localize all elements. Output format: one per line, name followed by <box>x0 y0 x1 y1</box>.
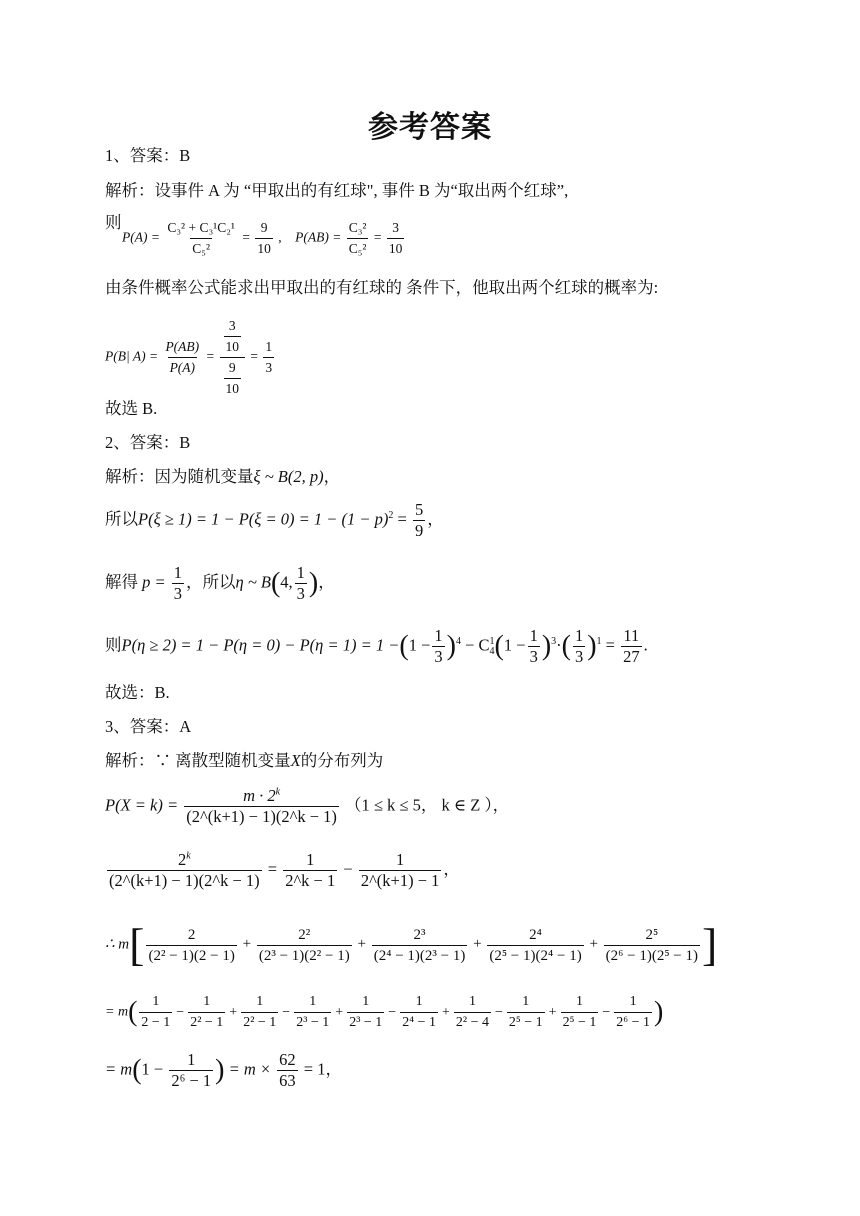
q3-final-den: 63 <box>279 1071 296 1090</box>
q2-solve-eta: η ~ B <box>235 572 271 592</box>
telescope-sign: − <box>282 1004 291 1020</box>
q3-dist-num-text: m · 2 <box>243 786 276 805</box>
q2-choose: 故选：B. <box>105 683 170 702</box>
pba-result <box>263 337 274 378</box>
sum-plus: + <box>353 936 370 953</box>
telescope-term <box>507 992 545 1033</box>
pba-inner-den-den: 10 <box>224 378 242 399</box>
q3-split-num <box>176 850 193 870</box>
q3-split-lhs <box>107 850 262 891</box>
telescope-sign: + <box>229 1004 238 1020</box>
q2-solve-four: 4, <box>280 572 293 592</box>
q3-telescope-terms <box>137 994 654 1030</box>
sum-term-den: (2⁵ − 1)(2⁴ − 1) <box>487 945 583 966</box>
telescope-sign: + <box>548 1004 557 1020</box>
telescope-term-num: 1 <box>152 994 160 1009</box>
q3-dist-den: (2^(k+1) − 1)(2^k − 1) <box>186 807 337 826</box>
q2-then-exp1: 1 <box>596 635 602 647</box>
sum-term <box>257 925 352 966</box>
telescope-sign: − <box>388 1004 397 1020</box>
sum-plus: + <box>469 936 486 953</box>
q3-sum-bracket-open: [ <box>129 919 145 970</box>
pa-separator: , <box>278 229 282 245</box>
pba-equals-2: = <box>250 348 259 364</box>
telescope-term <box>454 992 491 1033</box>
q3-split-b <box>359 850 442 891</box>
telescope-term-num: 1 <box>522 994 530 1009</box>
q3-analysis-text: 解析：∵ 离散型随机变量 <box>105 751 291 770</box>
pab-numerator: C₃² <box>348 220 367 235</box>
telescope-term-den: 2⁵ − 1 <box>507 1012 545 1033</box>
q3-split-a-den: 2^k − 1 <box>285 871 336 890</box>
q2-then-period: . <box>643 635 648 655</box>
q3-split-b-den: 2^(k+1) − 1 <box>360 871 440 890</box>
q2-then-result-num: 11 <box>623 626 640 645</box>
q2-solve-den: 3 <box>173 584 183 603</box>
sum-term <box>146 925 236 966</box>
q2-analysis <box>105 466 340 488</box>
q3-final-one: 1 − <box>141 1059 164 1079</box>
telescope-sign: + <box>335 1004 344 1020</box>
pba-complex-num <box>220 316 246 357</box>
q1-choose: 故选 B. <box>105 399 158 418</box>
q2-solve-suffix: ， <box>318 572 335 592</box>
q3-split-num-exp: k <box>186 850 191 862</box>
q3-final-result <box>277 1050 298 1091</box>
q3-split-a-num: 1 <box>306 850 315 869</box>
q2-analysis-prefix: 解析：因为随机变量 <box>105 467 254 486</box>
q3-dist-lhs: P(X = k) = <box>105 795 179 815</box>
q3-dist-num <box>241 786 282 806</box>
q3-final-prefix: = m <box>105 1059 133 1079</box>
telescope-term <box>347 992 384 1033</box>
q2-paren-close: ) <box>308 567 319 599</box>
pba-inner-den-num: 9 <box>228 360 236 375</box>
pa-value-num: 9 <box>260 220 268 235</box>
q2-then-eq: = <box>605 635 615 655</box>
q3-dist-line <box>105 786 509 827</box>
q2-so-den: 9 <box>414 521 424 540</box>
q3-final-eq: = 1， <box>303 1059 342 1079</box>
telescope-term-den: 2⁴ − 1 <box>400 1012 438 1033</box>
q3-telescope-paren-close: ) <box>654 996 664 1028</box>
pab-equals: = <box>373 229 382 245</box>
q2-then-f3-num: 1 <box>574 626 584 645</box>
q2-solve-p: p = <box>142 572 166 592</box>
telescope-term <box>188 992 225 1033</box>
pab-denominator: C₅² <box>347 238 369 259</box>
q3-final-num: 62 <box>279 1050 296 1069</box>
sum-term-num: 2⁴ <box>529 926 542 943</box>
sum-term <box>372 925 468 966</box>
q2-then-f2 <box>528 626 540 667</box>
q3-final-paren-close: ) <box>215 1054 225 1086</box>
telescope-term-den: 2⁶ − 1 <box>614 1012 652 1033</box>
pba-equals-1: = <box>206 348 215 364</box>
q2-then-c-sub: 4 <box>489 645 495 657</box>
q2-so-prefix: 所以 <box>105 509 138 529</box>
telescope-term-num: 1 <box>629 994 637 1009</box>
telescope-sign: − <box>602 1004 611 1020</box>
sum-term-num: 2³ <box>413 926 426 943</box>
q2-so-math: P(ξ ≥ 1) = 1 − P(ξ = 0) = 1 − (1 − p) <box>138 509 389 529</box>
sum-plus: + <box>585 936 602 953</box>
q2-then-c-sup: 1 <box>489 635 495 647</box>
q2-solve-prefix: 解得 <box>105 572 138 592</box>
q2-then-f1-den: 3 <box>434 647 443 666</box>
q1-pa-formula <box>122 218 406 259</box>
q2-solve-b-den: 3 <box>296 584 305 603</box>
pba-lhs: P(B| A) = <box>105 348 159 364</box>
sum-term <box>604 925 700 966</box>
q2-answer: 2、答案：B <box>105 433 191 452</box>
q3-final-fraction <box>169 1050 213 1091</box>
q1-conditional-text: 由条件概率公式能求出甲取出的有红球的 条件下，他取出两个红球的概率为: <box>105 278 659 297</box>
q2-then-f2-den: 3 <box>529 647 538 666</box>
pba-inner-num <box>224 316 242 357</box>
pa-value <box>255 218 273 259</box>
q3-dist-fraction <box>184 786 339 827</box>
telescope-sign: − <box>176 1004 185 1020</box>
telescope-term-num: 1 <box>362 994 370 1009</box>
q3-split-b-num: 1 <box>395 850 405 869</box>
pba-inner-num-den: 10 <box>224 336 242 357</box>
q3-analysis-x: X <box>290 751 301 770</box>
sum-plus: + <box>238 936 255 953</box>
telescope-term-den: 2² − 1 <box>188 1012 225 1033</box>
q2-then-line <box>105 626 648 667</box>
q1-analysis: 解析：设事件 A 为 “甲取出的有红球", 事件 B 为“取出两个红球”, <box>105 181 569 200</box>
q3-split-line <box>105 850 460 891</box>
pba-result-den: 3 <box>263 357 274 378</box>
telescope-term-num: 1 <box>203 994 211 1009</box>
q2-solve-line <box>105 563 335 604</box>
q2-so-num: 5 <box>414 500 424 519</box>
pab-value-num: 3 <box>392 220 399 235</box>
q3-split-num-base: 2 <box>177 850 187 869</box>
pab-lhs: P(AB) = <box>295 229 342 245</box>
telescope-term <box>139 992 172 1033</box>
q2-then-paren-2-close: ) <box>541 630 552 662</box>
pba-result-num: 1 <box>265 339 273 354</box>
pba-complex-fraction <box>220 316 246 399</box>
q2-then-f3 <box>573 626 585 667</box>
q3-telescope-paren-open: ( <box>128 996 138 1028</box>
telescope-term-den: 2² − 4 <box>454 1012 491 1033</box>
q3-analysis-suffix: 的分布列为 <box>300 751 384 770</box>
q2-then-paren-1-close: ) <box>446 630 456 662</box>
q3-sum-terms <box>144 926 702 964</box>
telescope-sign: − <box>494 1004 503 1020</box>
telescope-term-den: 2 − 1 <box>139 1012 172 1033</box>
pba-inner-den <box>224 358 242 399</box>
q2-then-paren-3-close: ) <box>587 630 597 662</box>
q2-so-line <box>105 500 444 541</box>
q1-pba-formula <box>105 316 276 399</box>
q3-split-a <box>283 850 337 891</box>
q2-solve-b-fraction <box>295 563 307 604</box>
q3-split-den: (2^(k+1) − 1)(2^k − 1) <box>109 871 260 890</box>
q3-final-times: = m × <box>228 1059 272 1079</box>
q2-so-exp: 2 <box>388 509 394 521</box>
q2-then-one2: 1 − <box>503 635 526 655</box>
telescope-term <box>561 992 599 1033</box>
q2-then-paren-1-open: ( <box>399 630 409 662</box>
sum-term-den: (2³ − 1)(2² − 1) <box>257 945 352 966</box>
q2-solve-b-num: 1 <box>296 563 305 582</box>
q2-then-paren-2-open: ( <box>494 630 504 662</box>
telescope-sign: + <box>441 1004 450 1020</box>
q2-solve-fraction <box>172 563 184 604</box>
q2-solve-num: 1 <box>173 563 183 582</box>
q3-sum-bracket-close: ] <box>702 919 718 970</box>
q2-so-fraction <box>413 500 425 541</box>
q3-sum-prefix: ∴ m <box>105 936 130 953</box>
q2-solve-mid: ，所以 <box>186 572 236 592</box>
telescope-term-num: 1 <box>309 994 317 1009</box>
pab-value-den: 10 <box>387 238 405 259</box>
pab-fraction <box>347 218 369 259</box>
q2-then-result-den: 27 <box>623 647 640 666</box>
q2-then-f2-num: 1 <box>529 626 538 645</box>
pa-value-den: 10 <box>255 238 273 259</box>
telescope-term-num: 1 <box>468 994 476 1009</box>
pba-denominator: P(A) <box>168 357 197 378</box>
q3-split-suffix: ， <box>443 859 460 879</box>
q2-then-f3-den: 3 <box>574 647 584 666</box>
q2-then-math: P(η ≥ 2) = 1 − P(η = 0) − P(η = 1) = 1 − <box>121 635 400 655</box>
q2-so-suffix: ， <box>427 509 444 529</box>
q3-dist-num-exp: k <box>275 786 281 798</box>
q2-analysis-math: ξ ~ B(2, p) <box>253 467 324 486</box>
telescope-term-num: 1 <box>415 994 423 1009</box>
q3-telescope-line <box>105 992 663 1033</box>
q3-sum-line <box>105 919 718 970</box>
sum-term-num: 2⁵ <box>645 926 659 943</box>
q2-then-minus-c: − C <box>465 635 490 655</box>
pa-fraction <box>165 218 237 259</box>
q3-final-paren-open: ( <box>132 1054 142 1086</box>
q2-then-f1-num: 1 <box>434 626 443 645</box>
q2-paren-open: ( <box>270 567 281 599</box>
q2-so-eq: = <box>393 509 407 529</box>
q3-dist-condition: （1 ≤ k ≤ 5， k ∈ Z ）， <box>345 795 510 815</box>
telescope-term-num: 1 <box>256 994 264 1009</box>
pa-lhs: P(A) = <box>122 229 160 245</box>
q2-analysis-suffix: ， <box>323 467 341 486</box>
pba-complex-den <box>220 357 246 399</box>
telescope-term-den: 2⁵ − 1 <box>561 1012 599 1033</box>
q2-then-result <box>621 626 642 667</box>
pa-equals: = <box>242 229 250 245</box>
q3-final-f-den: 2⁶ − 1 <box>171 1071 212 1090</box>
q3-split-minus: − <box>343 859 353 879</box>
pba-numerator: P(AB) <box>165 339 200 354</box>
q3-final-line <box>105 1050 342 1091</box>
q3-telescope-prefix: = m <box>105 1004 129 1020</box>
q2-then-f1 <box>432 626 444 667</box>
q3-split-eq: = <box>267 859 278 879</box>
telescope-term <box>400 992 438 1033</box>
q1-then: 则 <box>105 213 122 232</box>
q2-then-exp4: 4 <box>455 635 461 647</box>
pab-value <box>387 218 405 259</box>
pa-denominator: C₅² <box>190 238 212 259</box>
sum-term-den: (2⁴ − 1)(2³ − 1) <box>372 945 468 966</box>
page-title: 参考答案 <box>368 110 492 145</box>
q2-then-one: 1 − <box>408 635 431 655</box>
sum-term-den: (2⁶ − 1)(2⁵ − 1) <box>604 945 700 966</box>
q2-then-dot: · <box>556 635 562 655</box>
sum-term <box>487 925 583 966</box>
telescope-term <box>614 992 652 1033</box>
q3-analysis <box>105 750 383 772</box>
pba-inner-num-num: 3 <box>228 318 236 333</box>
pa-numerator: C₃² + C₃¹C₂¹ <box>167 220 235 235</box>
telescope-term-den: 2³ − 1 <box>294 1012 331 1033</box>
sum-term-num: 2² <box>298 926 311 943</box>
telescope-term-num: 1 <box>575 994 583 1009</box>
telescope-term-den: 2³ − 1 <box>347 1012 384 1033</box>
q3-final-f-num: 1 <box>187 1050 196 1069</box>
sum-term-den: (2² − 1)(2 − 1) <box>146 945 236 966</box>
telescope-term <box>241 992 278 1033</box>
telescope-term-den: 2² − 1 <box>241 1012 278 1033</box>
q3-answer: 3、答案：A <box>105 717 192 736</box>
sum-term-num: 2 <box>187 926 196 943</box>
q1-answer: 1、答案：B <box>105 146 191 165</box>
q2-then-paren-3-open: ( <box>561 630 571 662</box>
q2-then-prefix: 则 <box>105 635 122 655</box>
telescope-term <box>294 992 331 1033</box>
q2-then-exp3: 3 <box>551 635 557 647</box>
pba-fraction <box>163 337 201 378</box>
